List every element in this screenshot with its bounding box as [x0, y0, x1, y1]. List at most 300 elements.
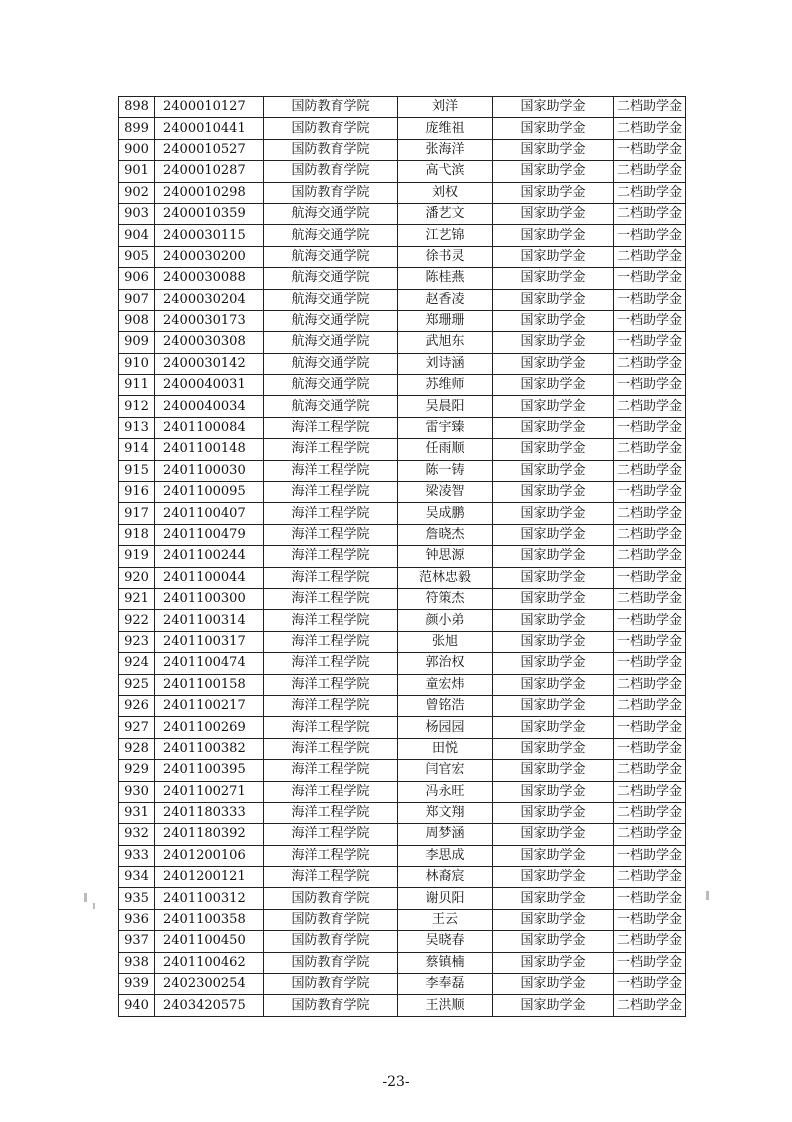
student-id-cell: 2401100095 — [155, 482, 264, 503]
student-id-cell: 2400030204 — [155, 289, 264, 310]
row-number-cell: 899 — [119, 118, 155, 139]
row-number-cell: 898 — [119, 97, 155, 118]
table-row — [119, 139, 686, 160]
student-name-cell: 刘洋 — [398, 97, 493, 118]
student-name-cell: 刘权 — [398, 182, 493, 203]
aid-level-cell: 一档助学金 — [614, 268, 686, 289]
student-id-cell: 2401100314 — [155, 610, 264, 631]
table-row — [119, 482, 686, 503]
aid-level-cell: 一档助学金 — [614, 717, 686, 738]
college-name-cell: 海洋工程学院 — [264, 695, 398, 716]
aid-type-cell: 国家助学金 — [493, 995, 614, 1016]
college-name-cell: 海洋工程学院 — [264, 631, 398, 652]
student-name-cell: 张旭 — [398, 631, 493, 652]
aid-type-cell: 国家助学金 — [493, 97, 614, 118]
aid-level-cell: 二档助学金 — [614, 931, 686, 952]
college-name-cell: 海洋工程学院 — [264, 845, 398, 866]
scan-mark — [706, 891, 709, 900]
college-name-cell: 海洋工程学院 — [264, 567, 398, 588]
college-name-cell: 国防教育学院 — [264, 888, 398, 909]
row-number-cell: 917 — [119, 503, 155, 524]
aid-type-cell: 国家助学金 — [493, 760, 614, 781]
student-id-cell: 2402300254 — [155, 974, 264, 995]
aid-type-cell: 国家助学金 — [493, 268, 614, 289]
aid-level-cell: 二档助学金 — [614, 97, 686, 118]
student-name-cell: 梁凌智 — [398, 482, 493, 503]
table-row — [119, 995, 686, 1016]
student-name-cell: 陈一铸 — [398, 460, 493, 481]
aid-type-cell: 国家助学金 — [493, 161, 614, 182]
aid-type-cell: 国家助学金 — [493, 289, 614, 310]
college-name-cell: 国防教育学院 — [264, 161, 398, 182]
college-name-cell: 海洋工程学院 — [264, 717, 398, 738]
student-id-cell: 2401100044 — [155, 567, 264, 588]
aid-level-cell: 一档助学金 — [614, 610, 686, 631]
table-row — [119, 653, 686, 674]
table-row — [119, 909, 686, 930]
college-name-cell: 海洋工程学院 — [264, 802, 398, 823]
student-name-cell: 童宏炜 — [398, 674, 493, 695]
row-number-cell: 937 — [119, 931, 155, 952]
college-name-cell: 国防教育学院 — [264, 995, 398, 1016]
table-body — [119, 97, 686, 1017]
table-row — [119, 460, 686, 481]
table-row — [119, 310, 686, 331]
college-name-cell: 海洋工程学院 — [264, 760, 398, 781]
college-name-cell: 航海交通学院 — [264, 246, 398, 267]
college-name-cell: 海洋工程学院 — [264, 546, 398, 567]
aid-type-cell: 国家助学金 — [493, 845, 614, 866]
aid-type-cell: 国家助学金 — [493, 931, 614, 952]
aid-type-cell: 国家助学金 — [493, 588, 614, 609]
table-row — [119, 439, 686, 460]
student-id-cell: 2400040031 — [155, 375, 264, 396]
aid-level-cell: 二档助学金 — [614, 353, 686, 374]
aid-type-cell: 国家助学金 — [493, 717, 614, 738]
student-name-cell: 庞维祖 — [398, 118, 493, 139]
row-number-cell: 903 — [119, 203, 155, 224]
student-id-cell: 2401100462 — [155, 952, 264, 973]
student-id-cell: 2401100317 — [155, 631, 264, 652]
aid-level-cell: 二档助学金 — [614, 781, 686, 802]
aid-type-cell: 国家助学金 — [493, 375, 614, 396]
college-name-cell: 航海交通学院 — [264, 225, 398, 246]
aid-level-cell: 二档助学金 — [614, 695, 686, 716]
table-row — [119, 225, 686, 246]
row-number-cell: 912 — [119, 396, 155, 417]
student-name-cell: 李思成 — [398, 845, 493, 866]
row-number-cell: 908 — [119, 310, 155, 331]
row-number-cell: 901 — [119, 161, 155, 182]
aid-level-cell: 二档助学金 — [614, 182, 686, 203]
table-row — [119, 952, 686, 973]
aid-level-cell: 一档助学金 — [614, 845, 686, 866]
student-name-cell: 杨园园 — [398, 717, 493, 738]
aid-type-cell: 国家助学金 — [493, 802, 614, 823]
student-name-cell: 陈桂燕 — [398, 268, 493, 289]
table-row — [119, 695, 686, 716]
aid-level-cell: 一档助学金 — [614, 139, 686, 160]
aid-type-cell: 国家助学金 — [493, 332, 614, 353]
college-name-cell: 国防教育学院 — [264, 118, 398, 139]
row-number-cell: 940 — [119, 995, 155, 1016]
row-number-cell: 932 — [119, 824, 155, 845]
aid-level-cell: 一档助学金 — [614, 888, 686, 909]
college-name-cell: 航海交通学院 — [264, 332, 398, 353]
college-name-cell: 国防教育学院 — [264, 182, 398, 203]
row-number-cell: 918 — [119, 524, 155, 545]
aid-type-cell: 国家助学金 — [493, 139, 614, 160]
row-number-cell: 923 — [119, 631, 155, 652]
table-row — [119, 588, 686, 609]
table-row — [119, 97, 686, 118]
table-row — [119, 417, 686, 438]
aid-type-cell: 国家助学金 — [493, 781, 614, 802]
student-id-cell: 2400010527 — [155, 139, 264, 160]
aid-type-cell: 国家助学金 — [493, 118, 614, 139]
row-number-cell: 929 — [119, 760, 155, 781]
aid-type-cell: 国家助学金 — [493, 439, 614, 460]
college-name-cell: 国防教育学院 — [264, 974, 398, 995]
student-id-cell: 2401100030 — [155, 460, 264, 481]
college-name-cell: 海洋工程学院 — [264, 417, 398, 438]
student-id-cell: 2401100382 — [155, 738, 264, 759]
aid-type-cell: 国家助学金 — [493, 225, 614, 246]
college-name-cell: 航海交通学院 — [264, 396, 398, 417]
table-row — [119, 931, 686, 952]
row-number-cell: 907 — [119, 289, 155, 310]
row-number-cell: 939 — [119, 974, 155, 995]
student-name-cell: 谢贝阳 — [398, 888, 493, 909]
aid-level-cell: 二档助学金 — [614, 524, 686, 545]
student-name-cell: 周梦涵 — [398, 824, 493, 845]
row-number-cell: 900 — [119, 139, 155, 160]
college-name-cell: 海洋工程学院 — [264, 867, 398, 888]
student-id-cell: 2400030200 — [155, 246, 264, 267]
student-name-cell: 吴晓春 — [398, 931, 493, 952]
student-name-cell: 钟思源 — [398, 546, 493, 567]
row-number-cell: 935 — [119, 888, 155, 909]
aid-level-cell: 二档助学金 — [614, 246, 686, 267]
college-name-cell: 航海交通学院 — [264, 353, 398, 374]
student-id-cell: 2401100358 — [155, 909, 264, 930]
student-id-cell: 2401100084 — [155, 417, 264, 438]
table-row — [119, 781, 686, 802]
student-id-cell: 2400030142 — [155, 353, 264, 374]
table-row — [119, 867, 686, 888]
aid-type-cell: 国家助学金 — [493, 503, 614, 524]
student-name-cell: 吴成鹏 — [398, 503, 493, 524]
student-name-cell: 林裔宸 — [398, 867, 493, 888]
row-number-cell: 938 — [119, 952, 155, 973]
aid-level-cell: 一档助学金 — [614, 225, 686, 246]
student-name-cell: 王洪顺 — [398, 995, 493, 1016]
aid-level-cell: 一档助学金 — [614, 738, 686, 759]
student-id-cell: 2401100271 — [155, 781, 264, 802]
aid-level-cell: 一档助学金 — [614, 482, 686, 503]
row-number-cell: 925 — [119, 674, 155, 695]
aid-level-cell: 二档助学金 — [614, 503, 686, 524]
college-name-cell: 国防教育学院 — [264, 909, 398, 930]
aid-level-cell: 一档助学金 — [614, 332, 686, 353]
student-id-cell: 2401100148 — [155, 439, 264, 460]
aid-level-cell: 二档助学金 — [614, 760, 686, 781]
student-id-cell: 2401200121 — [155, 867, 264, 888]
table-row — [119, 631, 686, 652]
student-id-cell: 2400010298 — [155, 182, 264, 203]
student-name-cell: 郑珊珊 — [398, 310, 493, 331]
row-number-cell: 926 — [119, 695, 155, 716]
student-id-cell: 2401100479 — [155, 524, 264, 545]
table-row — [119, 546, 686, 567]
table-row — [119, 802, 686, 823]
college-name-cell: 海洋工程学院 — [264, 610, 398, 631]
aid-type-cell: 国家助学金 — [493, 524, 614, 545]
aid-type-cell: 国家助学金 — [493, 653, 614, 674]
aid-level-cell: 一档助学金 — [614, 631, 686, 652]
table-row — [119, 375, 686, 396]
table-row — [119, 503, 686, 524]
row-number-cell: 927 — [119, 717, 155, 738]
aid-level-cell: 二档助学金 — [614, 396, 686, 417]
student-id-cell: 2400030173 — [155, 310, 264, 331]
student-id-cell: 2401100158 — [155, 674, 264, 695]
table-row — [119, 845, 686, 866]
student-name-cell: 高弋滨 — [398, 161, 493, 182]
student-name-cell: 赵香凌 — [398, 289, 493, 310]
student-name-cell: 范林忠毅 — [398, 567, 493, 588]
aid-type-cell: 国家助学金 — [493, 695, 614, 716]
row-number-cell: 914 — [119, 439, 155, 460]
student-name-cell: 徐书灵 — [398, 246, 493, 267]
college-name-cell: 海洋工程学院 — [264, 738, 398, 759]
aid-level-cell: 一档助学金 — [614, 909, 686, 930]
table-row — [119, 888, 686, 909]
aid-type-cell: 国家助学金 — [493, 310, 614, 331]
table-row — [119, 610, 686, 631]
row-number-cell: 902 — [119, 182, 155, 203]
row-number-cell: 930 — [119, 781, 155, 802]
student-id-cell: 2400030088 — [155, 268, 264, 289]
student-id-cell: 2401100269 — [155, 717, 264, 738]
student-name-cell: 张海洋 — [398, 139, 493, 160]
student-id-cell: 2400010359 — [155, 203, 264, 224]
college-name-cell: 国防教育学院 — [264, 139, 398, 160]
college-name-cell: 国防教育学院 — [264, 931, 398, 952]
aid-type-cell: 国家助学金 — [493, 909, 614, 930]
row-number-cell: 933 — [119, 845, 155, 866]
college-name-cell: 航海交通学院 — [264, 289, 398, 310]
row-number-cell: 906 — [119, 268, 155, 289]
aid-type-cell: 国家助学金 — [493, 353, 614, 374]
aid-level-cell: 二档助学金 — [614, 161, 686, 182]
college-name-cell: 国防教育学院 — [264, 952, 398, 973]
aid-type-cell: 国家助学金 — [493, 888, 614, 909]
college-name-cell: 海洋工程学院 — [264, 460, 398, 481]
student-name-cell: 江艺锦 — [398, 225, 493, 246]
student-name-cell: 王云 — [398, 909, 493, 930]
student-name-cell: 颜小弟 — [398, 610, 493, 631]
row-number-cell: 919 — [119, 546, 155, 567]
row-number-cell: 934 — [119, 867, 155, 888]
student-name-cell: 蔡镇楠 — [398, 952, 493, 973]
table-row — [119, 974, 686, 995]
table-row — [119, 268, 686, 289]
student-id-cell: 2400010127 — [155, 97, 264, 118]
student-id-cell: 2401180392 — [155, 824, 264, 845]
table-row — [119, 824, 686, 845]
student-name-cell: 闫官宏 — [398, 760, 493, 781]
aid-type-cell: 国家助学金 — [493, 824, 614, 845]
row-number-cell: 916 — [119, 482, 155, 503]
scan-mark — [84, 893, 87, 902]
student-name-cell: 刘诗涵 — [398, 353, 493, 374]
aid-type-cell: 国家助学金 — [493, 952, 614, 973]
row-number-cell: 921 — [119, 588, 155, 609]
college-name-cell: 海洋工程学院 — [264, 503, 398, 524]
student-name-cell: 吴晨阳 — [398, 396, 493, 417]
student-id-cell: 2400030115 — [155, 225, 264, 246]
table-row — [119, 674, 686, 695]
aid-level-cell: 二档助学金 — [614, 867, 686, 888]
college-name-cell: 国防教育学院 — [264, 97, 398, 118]
college-name-cell: 航海交通学院 — [264, 310, 398, 331]
student-id-cell: 2401100450 — [155, 931, 264, 952]
aid-type-cell: 国家助学金 — [493, 738, 614, 759]
aid-level-cell: 一档助学金 — [614, 653, 686, 674]
student-id-cell: 2401100217 — [155, 695, 264, 716]
student-id-cell: 2401100395 — [155, 760, 264, 781]
student-name-cell: 雷宇臻 — [398, 417, 493, 438]
aid-level-cell: 一档助学金 — [614, 289, 686, 310]
row-number-cell: 915 — [119, 460, 155, 481]
student-name-cell: 苏维师 — [398, 375, 493, 396]
aid-type-cell: 国家助学金 — [493, 546, 614, 567]
aid-type-cell: 国家助学金 — [493, 460, 614, 481]
student-name-cell: 郑文翔 — [398, 802, 493, 823]
table-row — [119, 161, 686, 182]
aid-type-cell: 国家助学金 — [493, 867, 614, 888]
college-name-cell: 航海交通学院 — [264, 268, 398, 289]
college-name-cell: 海洋工程学院 — [264, 588, 398, 609]
table-row — [119, 353, 686, 374]
student-id-cell: 2401100244 — [155, 546, 264, 567]
row-number-cell: 910 — [119, 353, 155, 374]
student-name-cell: 冯永旺 — [398, 781, 493, 802]
aid-level-cell: 一档助学金 — [614, 310, 686, 331]
aid-level-cell: 一档助学金 — [614, 375, 686, 396]
row-number-cell: 928 — [119, 738, 155, 759]
student-id-cell: 2403420575 — [155, 995, 264, 1016]
aid-level-cell: 二档助学金 — [614, 546, 686, 567]
student-name-cell: 符策杰 — [398, 588, 493, 609]
aid-level-cell: 二档助学金 — [614, 439, 686, 460]
college-name-cell: 海洋工程学院 — [264, 482, 398, 503]
row-number-cell: 905 — [119, 246, 155, 267]
page-number: -23- — [382, 1074, 410, 1090]
table-row — [119, 289, 686, 310]
aid-level-cell: 二档助学金 — [614, 824, 686, 845]
aid-level-cell: 二档助学金 — [614, 995, 686, 1016]
row-number-cell: 909 — [119, 332, 155, 353]
student-name-cell: 李奉磊 — [398, 974, 493, 995]
student-id-cell: 2400010441 — [155, 118, 264, 139]
aid-level-cell: 一档助学金 — [614, 974, 686, 995]
row-number-cell: 931 — [119, 802, 155, 823]
table-row — [119, 203, 686, 224]
student-id-cell: 2401100312 — [155, 888, 264, 909]
aid-type-cell: 国家助学金 — [493, 631, 614, 652]
aid-level-cell: 二档助学金 — [614, 674, 686, 695]
aid-type-cell: 国家助学金 — [493, 396, 614, 417]
student-id-cell: 2401180333 — [155, 802, 264, 823]
table-row — [119, 567, 686, 588]
aid-level-cell: 二档助学金 — [614, 460, 686, 481]
student-id-cell: 2400010287 — [155, 161, 264, 182]
college-name-cell: 海洋工程学院 — [264, 524, 398, 545]
aid-level-cell: 一档助学金 — [614, 417, 686, 438]
student-id-cell: 2400040034 — [155, 396, 264, 417]
student-id-cell: 2401100407 — [155, 503, 264, 524]
scan-mark — [93, 903, 95, 909]
college-name-cell: 航海交通学院 — [264, 203, 398, 224]
college-name-cell: 海洋工程学院 — [264, 824, 398, 845]
student-name-cell: 郭治权 — [398, 653, 493, 674]
aid-type-cell: 国家助学金 — [493, 182, 614, 203]
student-id-cell: 2400030308 — [155, 332, 264, 353]
aid-type-cell: 国家助学金 — [493, 674, 614, 695]
college-name-cell: 海洋工程学院 — [264, 781, 398, 802]
aid-type-cell: 国家助学金 — [493, 417, 614, 438]
student-name-cell: 任雨顺 — [398, 439, 493, 460]
aid-level-cell: 二档助学金 — [614, 118, 686, 139]
table-row — [119, 717, 686, 738]
student-name-cell: 曾铭浩 — [398, 695, 493, 716]
student-name-cell: 詹晓杰 — [398, 524, 493, 545]
aid-type-cell: 国家助学金 — [493, 482, 614, 503]
aid-type-cell: 国家助学金 — [493, 567, 614, 588]
table-row — [119, 738, 686, 759]
scholarship-table — [118, 96, 686, 1017]
student-name-cell: 潘艺文 — [398, 203, 493, 224]
table-row — [119, 524, 686, 545]
aid-type-cell: 国家助学金 — [493, 974, 614, 995]
aid-type-cell: 国家助学金 — [493, 246, 614, 267]
table-row — [119, 246, 686, 267]
student-name-cell: 武旭东 — [398, 332, 493, 353]
aid-level-cell: 一档助学金 — [614, 567, 686, 588]
college-name-cell: 海洋工程学院 — [264, 439, 398, 460]
table-row — [119, 182, 686, 203]
row-number-cell: 904 — [119, 225, 155, 246]
aid-level-cell: 二档助学金 — [614, 588, 686, 609]
student-id-cell: 2401100300 — [155, 588, 264, 609]
college-name-cell: 海洋工程学院 — [264, 653, 398, 674]
aid-level-cell: 一档助学金 — [614, 952, 686, 973]
row-number-cell: 911 — [119, 375, 155, 396]
college-name-cell: 海洋工程学院 — [264, 674, 398, 695]
row-number-cell: 913 — [119, 417, 155, 438]
row-number-cell: 922 — [119, 610, 155, 631]
table-row — [119, 396, 686, 417]
student-name-cell: 田悦 — [398, 738, 493, 759]
aid-type-cell: 国家助学金 — [493, 610, 614, 631]
student-id-cell: 2401200106 — [155, 845, 264, 866]
aid-type-cell: 国家助学金 — [493, 203, 614, 224]
student-id-cell: 2401100474 — [155, 653, 264, 674]
row-number-cell: 936 — [119, 909, 155, 930]
table-row — [119, 332, 686, 353]
